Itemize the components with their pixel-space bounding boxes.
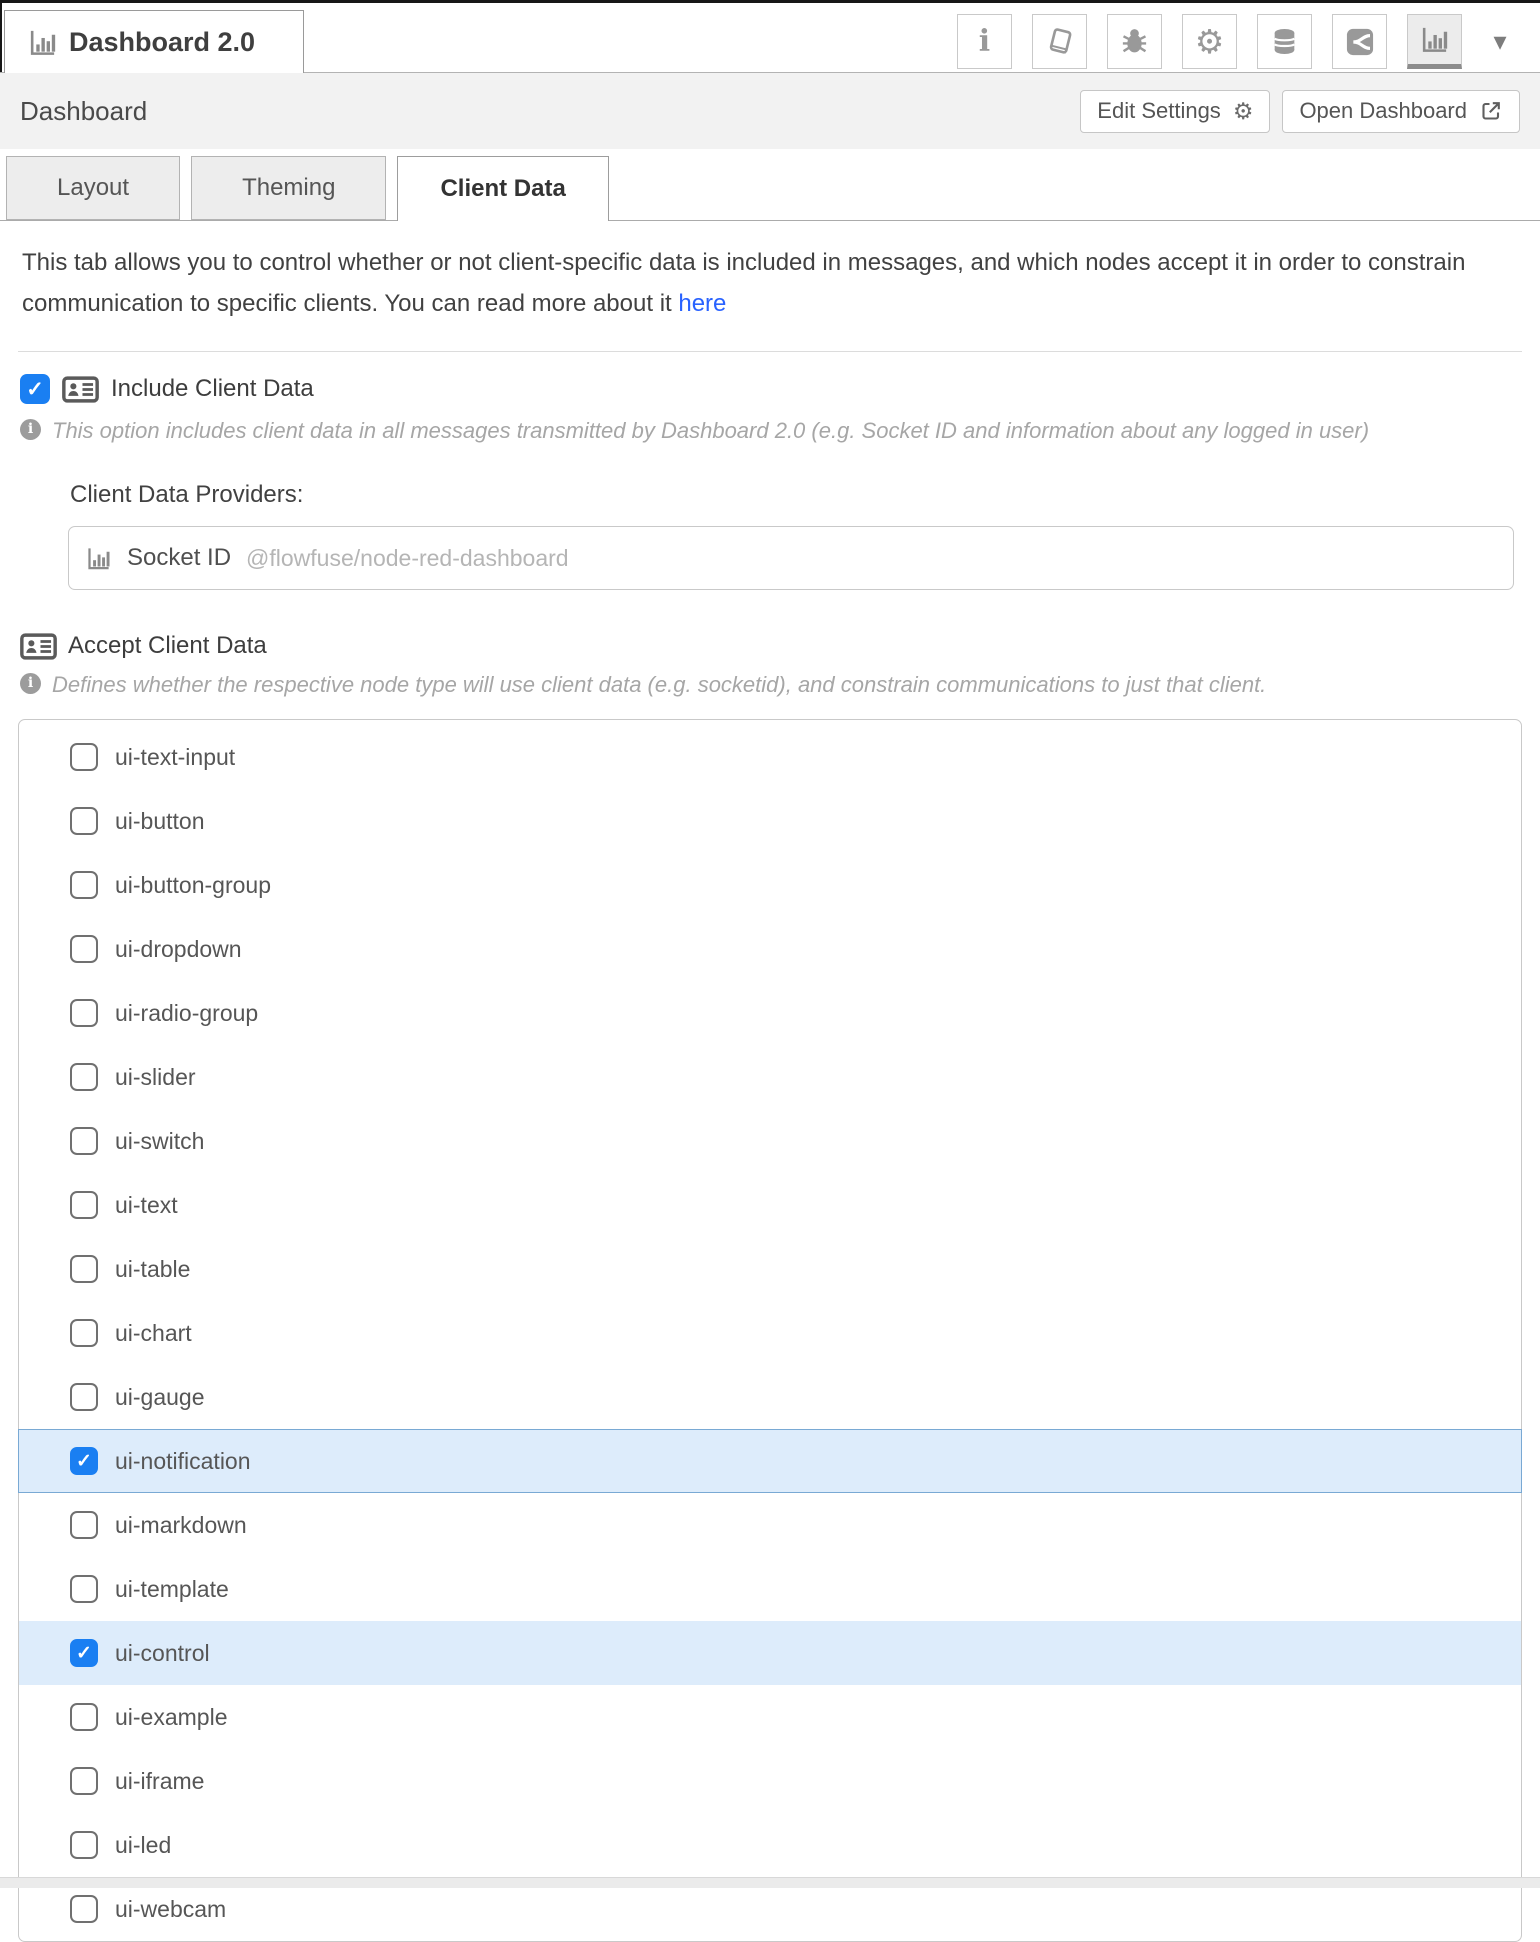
provider-package: @flowfuse/node-red-dashboard	[246, 544, 569, 571]
node-checkbox[interactable]	[70, 935, 98, 963]
flowfuse-icon	[1344, 26, 1376, 58]
client-data-node-row[interactable]	[19, 1301, 1521, 1365]
node-label: ui-webcam	[115, 1895, 227, 1922]
bottom-scroll-edge	[0, 1877, 1540, 1888]
sidebar-tab-label: Dashboard 2.0	[69, 26, 256, 57]
sidebar-tab-debug[interactable]	[1107, 14, 1162, 69]
node-label: ui-text-input	[115, 743, 236, 770]
database-icon	[1269, 26, 1300, 57]
node-label: ui-example	[115, 1703, 228, 1730]
external-link-icon	[1479, 99, 1503, 123]
gear-icon: ⚙	[1232, 97, 1254, 124]
tab-theming-label: Theming	[242, 174, 336, 201]
sidebar-icon-toolbar	[957, 14, 1518, 69]
include-client-data-checkbox[interactable]: ✓	[20, 374, 50, 404]
bug-icon	[1119, 26, 1150, 57]
tab-client-data-label: Client Data	[440, 175, 566, 202]
node-label: ui-table	[115, 1255, 191, 1282]
info-circle-icon: i	[20, 419, 41, 440]
include-info-text: This option includes client data in all messages transmitted by Dashboard 2.0 (e.g. Socket ID and information about any logged in user)	[52, 418, 1370, 443]
client-data-node-row[interactable]	[19, 789, 1521, 853]
node-checkbox[interactable]	[70, 1575, 98, 1603]
node-checkbox[interactable]	[70, 743, 98, 771]
sidebar-tab-dashboard-2[interactable]	[4, 10, 304, 73]
section-divider	[18, 351, 1522, 352]
node-label: ui-markdown	[115, 1511, 247, 1538]
tab-layout[interactable]	[6, 156, 180, 220]
sidebar-tab-dashboard-active[interactable]	[1407, 14, 1462, 69]
client-data-node-row[interactable]	[19, 1557, 1521, 1621]
client-data-node-row[interactable]	[19, 917, 1521, 981]
bar-chart-icon	[27, 27, 58, 58]
include-client-data-label: Include Client Data	[111, 375, 314, 402]
client-data-node-row[interactable]	[19, 1237, 1521, 1301]
id-card-icon	[20, 633, 57, 660]
sidebar-tab-context-data[interactable]	[1257, 14, 1312, 69]
node-checkbox[interactable]: ✓	[70, 1447, 98, 1475]
client-data-panel	[0, 242, 1540, 1942]
include-client-data-info	[20, 417, 1520, 444]
client-data-node-row[interactable]	[19, 1621, 1521, 1685]
open-dashboard-label: Open Dashboard	[1299, 98, 1467, 123]
node-label: ui-notification	[115, 1447, 251, 1474]
sidebar-tab-flowfuse[interactable]	[1332, 14, 1387, 69]
accept-client-data-info	[20, 671, 1520, 698]
accept-info-text: Defines whether the respective node type will use client data (e.g. socketid), and constrain communications to just that client.	[52, 672, 1267, 697]
client-data-providers-label: Client Data Providers:	[70, 481, 304, 508]
node-label: ui-switch	[115, 1127, 205, 1154]
node-checkbox[interactable]	[70, 1831, 98, 1859]
node-label: ui-radio-group	[115, 999, 259, 1026]
client-data-node-row[interactable]	[19, 725, 1521, 789]
tab-description	[22, 242, 1518, 324]
client-data-node-row[interactable]	[19, 981, 1521, 1045]
node-checkbox[interactable]	[70, 807, 98, 835]
panel-header	[0, 73, 1540, 149]
node-checkbox[interactable]	[70, 1511, 98, 1539]
client-data-node-row[interactable]	[19, 1173, 1521, 1237]
sidebar-tabstrip	[0, 3, 1540, 73]
provider-name: Socket ID	[127, 544, 232, 571]
bar-chart-icon	[85, 545, 112, 572]
edit-settings-button[interactable]	[1080, 90, 1270, 133]
node-checkbox[interactable]	[70, 1383, 98, 1411]
node-checkbox[interactable]	[70, 1255, 98, 1283]
client-data-node-row[interactable]	[19, 1493, 1521, 1557]
node-checkbox[interactable]	[70, 1895, 98, 1923]
settings-tab-bar	[0, 149, 1540, 221]
accept-client-data-heading	[20, 632, 1520, 660]
node-label: ui-slider	[115, 1063, 196, 1090]
node-checkbox[interactable]	[70, 1063, 98, 1091]
node-label: ui-dropdown	[115, 935, 242, 962]
sidebar-tab-help[interactable]	[1032, 14, 1087, 69]
node-label: ui-iframe	[115, 1767, 205, 1794]
read-more-link[interactable]: here	[678, 290, 727, 317]
node-label: ui-template	[115, 1575, 229, 1602]
tab-client-data[interactable]	[397, 156, 608, 221]
bar-chart-icon	[1419, 24, 1450, 55]
description-text: This tab allows you to control whether or not client-specific data is included in messages, and which nodes accept it in order to constrain communication to specific clients. You can read more about it	[22, 249, 1466, 317]
id-card-icon	[62, 376, 99, 403]
node-checkbox[interactable]	[70, 1191, 98, 1219]
node-checkbox[interactable]	[70, 1127, 98, 1155]
gear-icon: ⚙	[1194, 23, 1225, 60]
include-client-data-row	[20, 374, 1520, 404]
client-data-node-row[interactable]	[19, 853, 1521, 917]
edit-settings-label: Edit Settings	[1097, 98, 1221, 123]
sidebar-tab-config-nodes[interactable]	[1182, 14, 1237, 69]
node-checkbox[interactable]	[70, 999, 98, 1027]
node-checkbox[interactable]: ✓	[70, 1639, 98, 1667]
book-icon	[1045, 27, 1075, 57]
tab-layout-label: Layout	[57, 174, 130, 201]
node-label: ui-button-group	[115, 871, 271, 898]
client-data-node-row[interactable]	[19, 1365, 1521, 1429]
provider-row-socket-id[interactable]	[68, 526, 1514, 590]
node-label: ui-control	[115, 1639, 210, 1666]
sidebar-tab-info[interactable]	[957, 14, 1012, 69]
client-data-node-row[interactable]	[19, 1109, 1521, 1173]
client-data-node-row[interactable]	[19, 1749, 1521, 1813]
client-data-node-row[interactable]	[18, 1429, 1522, 1493]
client-data-node-row[interactable]	[19, 1685, 1521, 1749]
node-label: ui-text	[115, 1191, 178, 1218]
workspace-edge	[0, 0, 2, 72]
node-label: ui-gauge	[115, 1383, 205, 1410]
node-checkbox[interactable]	[70, 871, 98, 899]
node-checkbox[interactable]	[70, 1703, 98, 1731]
node-label: ui-button	[115, 807, 205, 834]
accept-client-data-label: Accept Client Data	[68, 632, 267, 659]
node-label: ui-chart	[115, 1319, 192, 1346]
node-checkbox[interactable]	[70, 1767, 98, 1795]
page-title: Dashboard	[20, 95, 148, 126]
accept-client-data-list	[18, 719, 1522, 1942]
info-icon: i	[978, 23, 991, 59]
chevron-down-icon: ▾	[1493, 26, 1507, 56]
open-dashboard-button[interactable]	[1282, 90, 1520, 133]
info-circle-icon: i	[20, 673, 41, 694]
sidebar-tabs-overflow-menu[interactable]	[1482, 14, 1518, 69]
node-label: ui-led	[115, 1831, 172, 1858]
client-data-node-row[interactable]	[19, 1813, 1521, 1877]
tab-theming[interactable]	[191, 156, 386, 220]
node-checkbox[interactable]	[70, 1319, 98, 1347]
client-data-node-row[interactable]	[19, 1045, 1521, 1109]
